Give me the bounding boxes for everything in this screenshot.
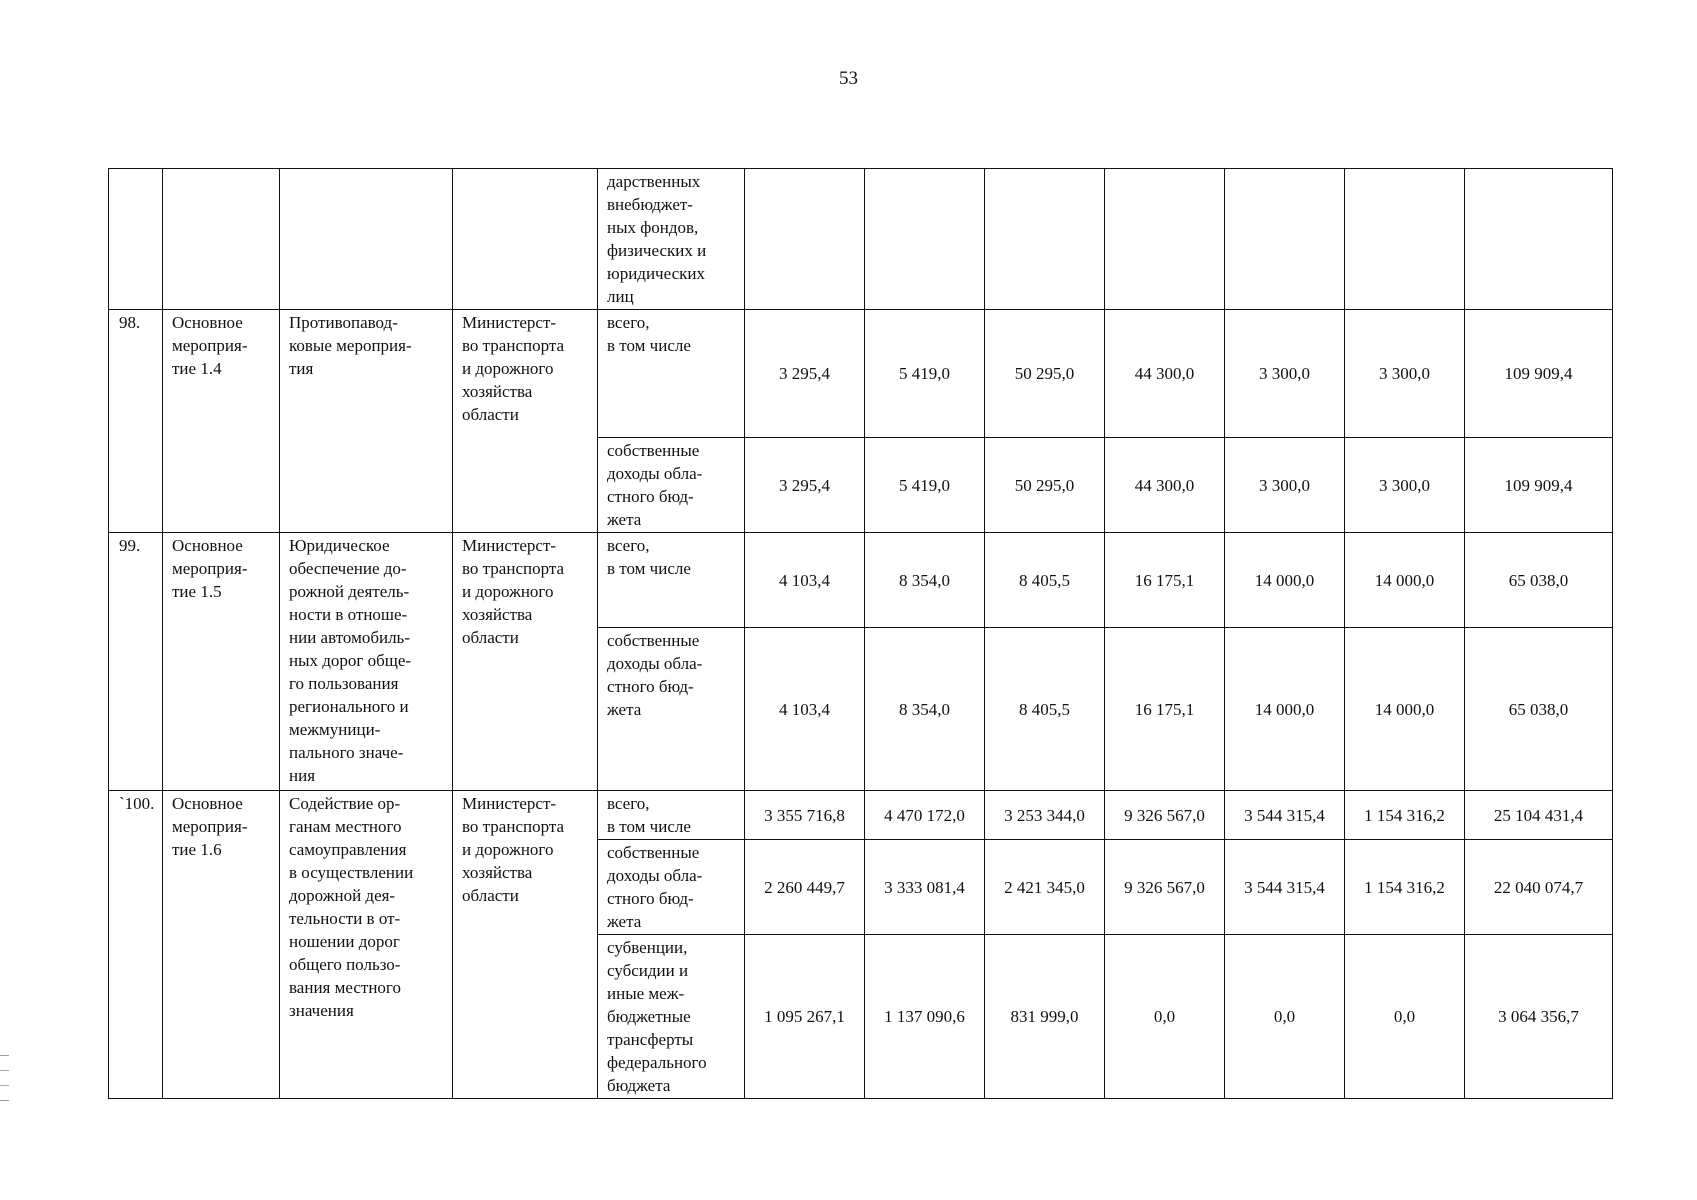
total-cell: 65 038,0 [1465,628,1613,791]
row-number: `100. [109,791,163,1099]
table-row [109,310,1613,438]
row-number: 99. [109,533,163,791]
value-cell: 50 295,0 [985,310,1105,438]
empty-cell [1345,169,1465,310]
funding-source-cell: всего, в том числе [598,533,745,628]
value-cell: 3 544 315,4 [1225,840,1345,935]
executor: Министерст- во транспорта и дорожного хозяйства области [453,533,598,791]
value-cell: 9 326 567,0 [1105,791,1225,840]
row-number: 98. [109,310,163,533]
value-cell: 16 175,1 [1105,533,1225,628]
value-cell: 0,0 [1345,935,1465,1099]
value-cell: 0,0 [1225,935,1345,1099]
value-cell: 3 333 081,4 [865,840,985,935]
value-cell: 5 419,0 [865,438,985,533]
empty-cell [163,169,280,310]
measure-name: Противопавод- ковые мероприя- тия [280,310,453,533]
value-cell: 8 354,0 [865,533,985,628]
value-cell: 1 154 316,2 [1345,791,1465,840]
total-cell: 22 040 074,7 [1465,840,1613,935]
value-cell: 1 137 090,6 [865,935,985,1099]
value-cell: 4 470 172,0 [865,791,985,840]
value-cell: 2 421 345,0 [985,840,1105,935]
continued-row [109,169,1613,310]
value-cell: 16 175,1 [1105,628,1225,791]
table-row [109,533,1613,628]
empty-cell [1465,169,1613,310]
value-cell: 831 999,0 [985,935,1105,1099]
value-cell: 50 295,0 [985,438,1105,533]
empty-cell [865,169,985,310]
value-cell: 2 260 449,7 [745,840,865,935]
funding-source-cell: субвенции, субсидии и иные меж- бюджетные трансферты федерального бюджета [598,935,745,1099]
value-cell: 8 405,5 [985,533,1105,628]
value-cell: 8 354,0 [865,628,985,791]
total-cell: 109 909,4 [1465,438,1613,533]
value-cell: 8 405,5 [985,628,1105,791]
total-cell: 109 909,4 [1465,310,1613,438]
value-cell: 5 419,0 [865,310,985,438]
value-cell: 3 295,4 [745,438,865,533]
empty-cell [1225,169,1345,310]
value-cell: 3 300,0 [1225,310,1345,438]
page-number: 53 [839,68,858,89]
value-cell: 3 300,0 [1225,438,1345,533]
measure-type: Основное мероприя- тие 1.4 [163,310,280,533]
value-cell: 14 000,0 [1345,628,1465,791]
empty-cell [1105,169,1225,310]
budget-table [108,168,1613,1099]
empty-cell [280,169,453,310]
empty-cell [985,169,1105,310]
scan-edge-mark [0,1055,9,1101]
value-cell: 3 300,0 [1345,310,1465,438]
total-cell: 65 038,0 [1465,533,1613,628]
table-row [109,791,1613,840]
funding-source-cell: всего, в том числе [598,791,745,840]
funding-source-cell: собственные доходы обла- стного бюд- жета [598,840,745,935]
value-cell: 1 095 267,1 [745,935,865,1099]
measure-name: Содействие ор- ганам местного самоуправления в осуществлении дорожной дея- тельности в от- ношении дорог общего пользо- вания местного значения [280,791,453,1099]
empty-cell [109,169,163,310]
value-cell: 44 300,0 [1105,438,1225,533]
value-cell: 3 355 716,8 [745,791,865,840]
value-cell: 9 326 567,0 [1105,840,1225,935]
total-cell: 3 064 356,7 [1465,935,1613,1099]
value-cell: 14 000,0 [1225,628,1345,791]
measure-type: Основное мероприя- тие 1.6 [163,791,280,1099]
value-cell: 1 154 316,2 [1345,840,1465,935]
value-cell: 3 300,0 [1345,438,1465,533]
value-cell: 4 103,4 [745,533,865,628]
empty-cell [745,169,865,310]
measure-name: Юридическое обеспечение до- рожной деятель- ности в отноше- нии автомобиль- ных дорог обще- го пользования регионального и межмуници- пального значе- ния [280,533,453,791]
value-cell: 3 544 315,4 [1225,791,1345,840]
executor: Министерст- во транспорта и дорожного хозяйства области [453,791,598,1099]
value-cell: 3 295,4 [745,310,865,438]
funding-source-cell: всего, в том числе [598,310,745,438]
funding-source-cell: собственные доходы обла- стного бюд- жета [598,438,745,533]
value-cell: 14 000,0 [1225,533,1345,628]
value-cell: 14 000,0 [1345,533,1465,628]
funding-source-cell: собственные доходы обла- стного бюд- жета [598,628,745,791]
value-cell: 0,0 [1105,935,1225,1099]
value-cell: 4 103,4 [745,628,865,791]
measure-type: Основное мероприя- тие 1.5 [163,533,280,791]
empty-cell [453,169,598,310]
funding-source-cell: дарственных внебюджет- ных фондов, физических и юридических лиц [598,169,745,310]
value-cell: 44 300,0 [1105,310,1225,438]
executor: Министерст- во транспорта и дорожного хозяйства области [453,310,598,533]
value-cell: 3 253 344,0 [985,791,1105,840]
total-cell: 25 104 431,4 [1465,791,1613,840]
